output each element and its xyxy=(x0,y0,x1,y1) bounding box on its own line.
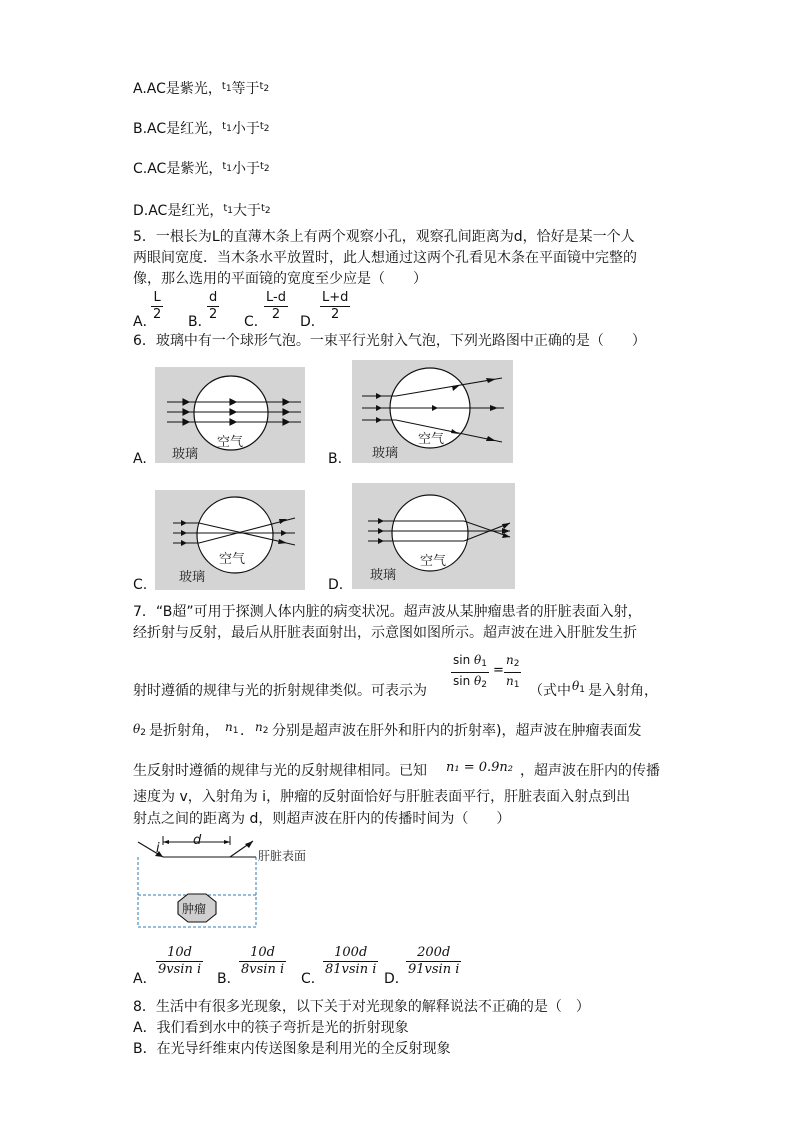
q7-option-a-fraction: $\frac{10d}{\text{9vsin i}}$ xyxy=(158,945,202,977)
q7-line4-end: 分别是超声波在肝外和肝内的折射率)，超声波在肿瘤表面发 xyxy=(272,723,642,739)
q7-liver-diagram xyxy=(135,832,335,932)
q4-option-text: B.AC是红光， xyxy=(133,121,223,137)
q7-formula-right: $\frac{n_2}{n_1}$ xyxy=(504,652,521,693)
q5-line2: 两眼间宽度．当木条水平放置时，此人想通过这两个孔看见木条在平面镜中完整的 xyxy=(133,250,637,266)
q7-formula-equals: = xyxy=(493,663,504,678)
q6-line1: 6．玻璃中有一个球形气泡。一束平行光射入气泡，下列光路图中正确的是（ ） xyxy=(133,333,646,349)
q7-n1-symbol: $n_1$ xyxy=(225,720,239,736)
q7-line3-mid: （式中 xyxy=(529,683,571,699)
tumor-label: 肿瘤 xyxy=(182,902,207,916)
q7-line7: 射点之间的距离为 d，则超声波在肝内的传播时间为（ ） xyxy=(133,811,511,827)
q8-line1: 8．生活中有很多光现象，以下关于对光现象的解释说法不正确的是（ ） xyxy=(133,999,590,1015)
distance-d-label: d xyxy=(193,833,202,848)
svg-text:玻璃: 玻璃 xyxy=(372,446,399,461)
relation: 小于 xyxy=(231,121,260,137)
svg-text:玻璃: 玻璃 xyxy=(179,570,206,585)
t-symbol: t2 xyxy=(259,81,270,94)
liver-surface-label: 肝脏表面 xyxy=(258,849,307,863)
q7-line3-end: 是入射角， xyxy=(588,683,658,699)
q4-option-a xyxy=(133,78,269,98)
q7-formula-left: $\frac{\sin \theta_1}{\sin \theta_2}$ xyxy=(451,652,489,693)
q7-option-b-label: B． xyxy=(217,971,241,987)
q6-diagram-b xyxy=(352,360,513,463)
svg-text:空气: 空气 xyxy=(219,552,246,567)
q5-option-c-label: C． xyxy=(244,314,268,330)
q7-line4-start: 是折射角， xyxy=(149,723,219,739)
q7-option-b-fraction: $\frac{10d}{\text{8vsin i}}$ xyxy=(241,945,285,977)
q5-line1: 5．一根长为L的直薄木条上有两个观察小孔，观察孔间距离为d，恰好是某一个人 xyxy=(133,229,635,245)
svg-text:玻璃: 玻璃 xyxy=(172,447,199,462)
q6-diagram-c xyxy=(155,490,305,590)
t-symbol: t2 xyxy=(261,203,271,216)
q5-option-a-fraction: $\frac{L}{2}$ xyxy=(153,290,162,322)
svg-text:空气: 空气 xyxy=(217,435,244,450)
t-symbol: t1 xyxy=(222,161,232,174)
q7-option-c-label: C． xyxy=(301,971,325,987)
q5-option-b-fraction: $\frac{d}{2}$ xyxy=(209,290,218,322)
q6-option-b-label: B. xyxy=(328,451,343,467)
q7-option-c-fraction: $\frac{100d}{\text{81vsin i}}$ xyxy=(325,945,377,977)
q7-theta1-symbol: $\theta_1$ xyxy=(572,679,585,695)
q6-option-c-label: C. xyxy=(133,577,148,593)
q4-option-text: C.AC是紫光， xyxy=(133,161,223,177)
svg-text:空气: 空气 xyxy=(418,432,445,447)
q6-diagram-d xyxy=(352,483,515,589)
relation: 大于 xyxy=(233,203,261,219)
svg-text:空气: 空气 xyxy=(420,554,447,569)
relation: 等于 xyxy=(231,81,260,97)
q7-line2: 经折射与反射，最后从肝脏表面射出，示意图如图所示。超声波在进入肝脏发生折 xyxy=(133,625,637,641)
relation: 小于 xyxy=(232,161,260,177)
q7-n2-symbol: $n_2$ xyxy=(255,720,269,736)
t-symbol: t1 xyxy=(221,81,232,94)
dimension-arrowhead-left xyxy=(163,840,169,844)
q4-option-b xyxy=(133,118,269,138)
q8-option-a: A．我们看到水中的筷子弯折是光的折射现象 xyxy=(133,1020,409,1036)
t-symbol: t1 xyxy=(223,203,233,216)
q6-option-d-label: D. xyxy=(328,577,344,593)
angle-i-label: i xyxy=(156,841,160,856)
exit-arrowhead xyxy=(245,841,253,848)
q7-line5-start: 生反射时遵循的规律与光的反射规律相同。已知 xyxy=(133,763,427,779)
q7-option-d-fraction: $\frac{200d}{\text{91vsin i}}$ xyxy=(408,945,460,977)
q8-option-b: B．在光导纤维束内传送图象是利用光的全反射现象 xyxy=(133,1041,451,1057)
q7-relation: n₁ = 0.9n₂ xyxy=(446,760,513,775)
q7-line6: 速度为 v，入射角为 i，肿瘤的反射面恰好与肝脏表面平行，肝脏表面入射点到出 xyxy=(133,789,631,805)
q7-line5-end: ，超声波在肝内的传播 xyxy=(520,763,660,779)
t-symbol: t1 xyxy=(222,121,232,134)
q6-figure-c xyxy=(155,490,305,590)
q5-option-c-fraction: $\frac{L-d}{2}$ xyxy=(266,290,286,322)
q7-line1: 7．“B超”可用于探测人体内脏的病变状况。超声波从某肿瘤患者的肝脏表面入射， xyxy=(133,604,642,620)
q4-option-c xyxy=(133,158,270,178)
q5-option-b-label: B． xyxy=(188,314,212,330)
q7-line4-sep: ． xyxy=(240,723,254,739)
q6-figure-d xyxy=(352,483,515,589)
q7-line3-start: 射时遵循的规律与光的折射规律类似。可表示为 xyxy=(133,683,427,699)
q7-theta2-symbol: $\theta_2$ xyxy=(133,722,146,738)
svg-text:玻璃: 玻璃 xyxy=(370,568,397,583)
q4-option-text: A.AC是紫光， xyxy=(133,81,222,97)
q4-option-d xyxy=(133,200,271,220)
q5-line3: 像，那么选用的平面镜的宽度至少应是（ ） xyxy=(133,271,427,287)
q7-option-d-label: D． xyxy=(384,971,409,987)
t-symbol: t2 xyxy=(260,161,270,174)
q5-option-a-label: A． xyxy=(133,314,157,330)
q6-option-a-label: A. xyxy=(133,451,147,467)
t-symbol: t2 xyxy=(259,121,270,134)
q7-option-a-label: A． xyxy=(133,971,157,987)
q6-diagram-a xyxy=(155,367,305,463)
q5-option-d-fraction: $\frac{L+d}{2}$ xyxy=(322,290,349,322)
q5-option-d-label: D． xyxy=(300,314,325,330)
q6-figure-b xyxy=(352,360,513,463)
dimension-arrowhead-right xyxy=(224,840,230,844)
q4-option-text: D.AC是红光， xyxy=(133,203,224,219)
q6-figure-a xyxy=(155,367,305,463)
